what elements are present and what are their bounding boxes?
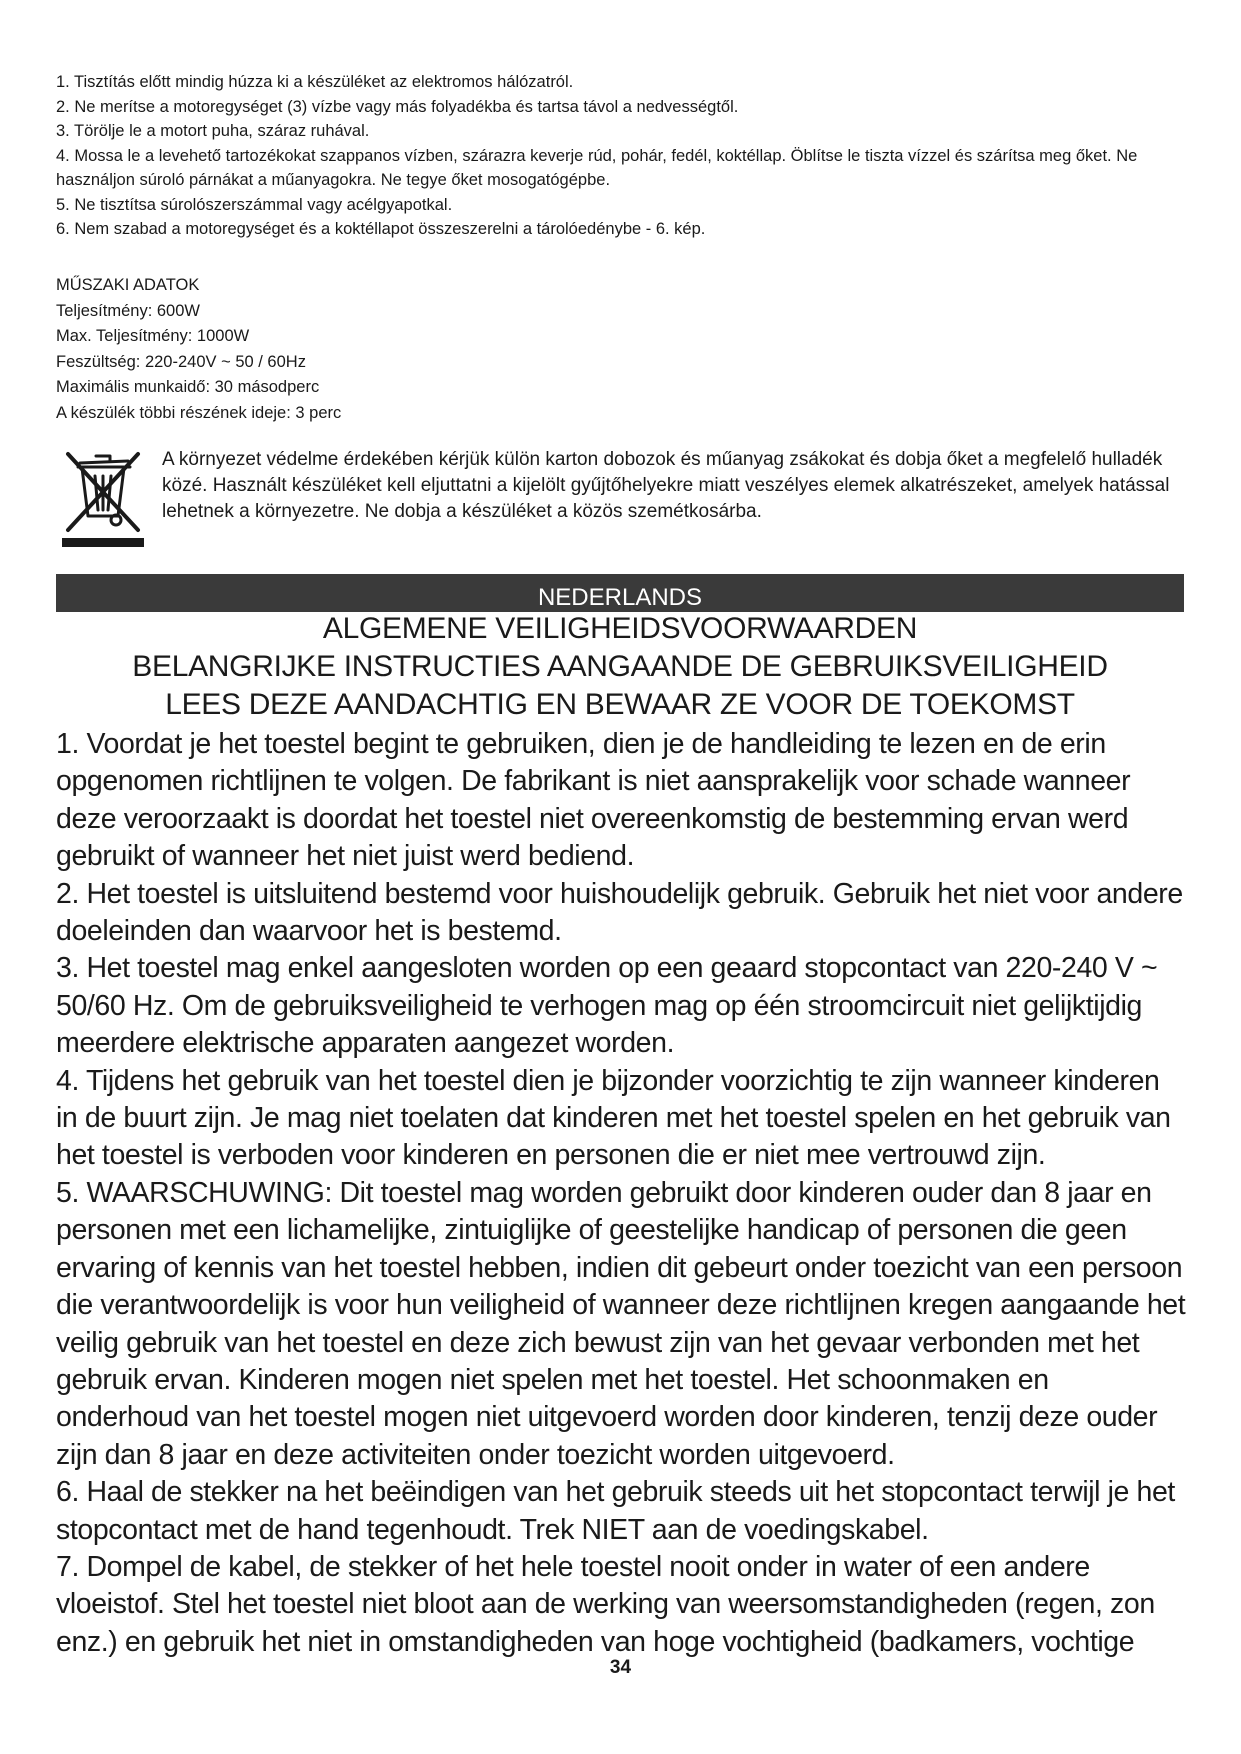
list-item: 5. WAARSCHUWING: Dit toestel mag worden gebruikt door kinderen ouder dan 8 jaar en personen met een lichamelijke, zintuiglijke of geestelijke handicap of personen die geen ervaring of kennis van het toestel hebben, indien dit gebeurt onder toezicht van een persoon die verantwoordelijk is voor hun veiligheid of wanneer deze richtlijnen kregen aangaande het veilig gebruik van het toestel en deze zich bewust zijn van het gevaar verbonden met het gebruik ervan. Kinderen mogen niet spelen met het toestel. Het schoonmaken en onderhoud van het toestel mogen niet uitgevoerd worden door kinderen, tenzij deze ouder zijn dan 8 jaar en deze activiteiten onder toezicht worden uitgevoerd.: [56, 1176, 1186, 1471]
list-item: 6. Haal de stekker na het beëindigen van het gebruik steeds uit het stopcontact terwijl je het stopcontact met de hand tegenhoudt. Trek NIET aan de voedingskabel.: [56, 1476, 1175, 1546]
dutch-safety-list: [56, 726, 1186, 1661]
weee-notice: [60, 446, 1190, 556]
spec-line: Max. Teljesítmény: 1000W: [56, 327, 250, 345]
list-item: 2. Ne merítse a motoregységet (3) vízbe vagy más folyadékba és tartsa távol a nedvességtől.: [56, 97, 739, 116]
spec-line: Teljesítmény: 600W: [56, 301, 200, 320]
instructions-heading: BELANGRIJKE INSTRUCTIES AANGAANDE DE GEBRUIKSVEILIGHEID: [132, 650, 1108, 683]
technical-data: [56, 273, 656, 426]
weee-text: A környezet védelme érdekében kérjük külön karton dobozok és műanyag zsákokat és dobja őket a megfelelő hulladék közé. Használt készüléket kell eljuttatni a kijelölt gyűjtőhelyekre miatt veszélyes elemek alkatrészeket, amelyek hatással lehetnek a környezetre. Ne dobja a készüléket a közös szemétkosárba.: [162, 449, 1170, 522]
list-item: 4. Mossa le a levehető tartozékokat szappanos vízben, szárazra keverje rúd, pohár, fedél, koktéllap. Öblítse le tiszta vízzel és szárítsa meg őket. Ne használjon súroló párnákat a műanyagokra. Ne tegye őket mosogatógépbe.: [56, 146, 1138, 189]
list-item: 6. Nem szabad a motoregységet és a koktéllapot összeszerelni a tárolóedénybe - 6. kép.: [56, 220, 706, 238]
section-headings: [56, 610, 1184, 724]
language-banner: NEDERLANDS: [56, 574, 1184, 612]
list-item: 2. Het toestel is uitsluitend bestemd voor huishoudelijk gebruik. Gebruik het niet voor andere doeleinden dan waarvoor het is bestemd.: [56, 877, 1183, 948]
list-item: 1. Voordat je het toestel begint te gebruiken, dien je de handleiding te lezen en de erin opgenomen richtlijnen te volgen. De fabrikant is niet aansprakelijk voor schade wanneer deze veroorzaakt is doordat het toestel niet overeenkomstig de bestemming ervan werd gebruikt of wanneer het niet juist werd bediend.: [56, 728, 1131, 873]
page-number: 34: [609, 1657, 632, 1678]
list-item: 7. Dompel de kabel, de stekker of het hele toestel nooit onder in water of een andere vloeistof. Stel het toestel niet bloot aan de werking van weersomstandigheden (regen, zon enz.) en gebruik het niet in omstandigheden van hoge vochtigheid (badkamers, vochtige: [56, 1550, 1155, 1658]
spec-line: A készülék többi részének ideje: 3 perc: [56, 403, 342, 422]
list-item: 3. Het toestel mag enkel aangesloten worden op een geaard stopcontact van 220-240 V ~ 50/60 Hz. Om de gebruiksveiligheid te verhogen mag op één stroomcircuit niet gelijktijdig meerdere elektrische apparaten aangezet worden.: [56, 952, 1158, 1060]
list-item: 1. Tisztítás előtt mindig húzza ki a készüléket az elektromos hálózatról.: [56, 73, 574, 91]
technical-data-title: MŰSZAKI ADATOK: [56, 276, 200, 294]
hungarian-cleaning-list: [56, 70, 1186, 242]
read-carefully-heading: LEES DEZE AANDACHTIG EN BEWAAR ZE VOOR DE TOEKOMST: [165, 688, 1075, 721]
crossed-out-wheelie-bin-icon: [60, 446, 146, 550]
list-item: 3. Törölje le a motort puha, száraz ruhával.: [56, 122, 370, 140]
spec-line: Maximális munkaidő: 30 másodperc: [56, 378, 320, 396]
list-item: 4. Tijdens het gebruik van het toestel dien je bijzonder voorzichtig te zijn wanneer kinderen in de buurt zijn. Je mag niet toelaten dat kinderen met het toestel spelen en het gebruik van het toestel is verboden voor kinderen en personen die er niet mee vertrouwd zijn.: [56, 1064, 1171, 1172]
list-item: 5. Ne tisztítsa súrolószerszámmal vagy acélgyapotkal.: [56, 195, 453, 214]
safety-heading: ALGEMENE VEILIGHEIDSVOORWAARDEN: [322, 612, 918, 645]
spec-line: Feszültség: 220-240V ~ 50 / 60Hz: [56, 352, 306, 371]
